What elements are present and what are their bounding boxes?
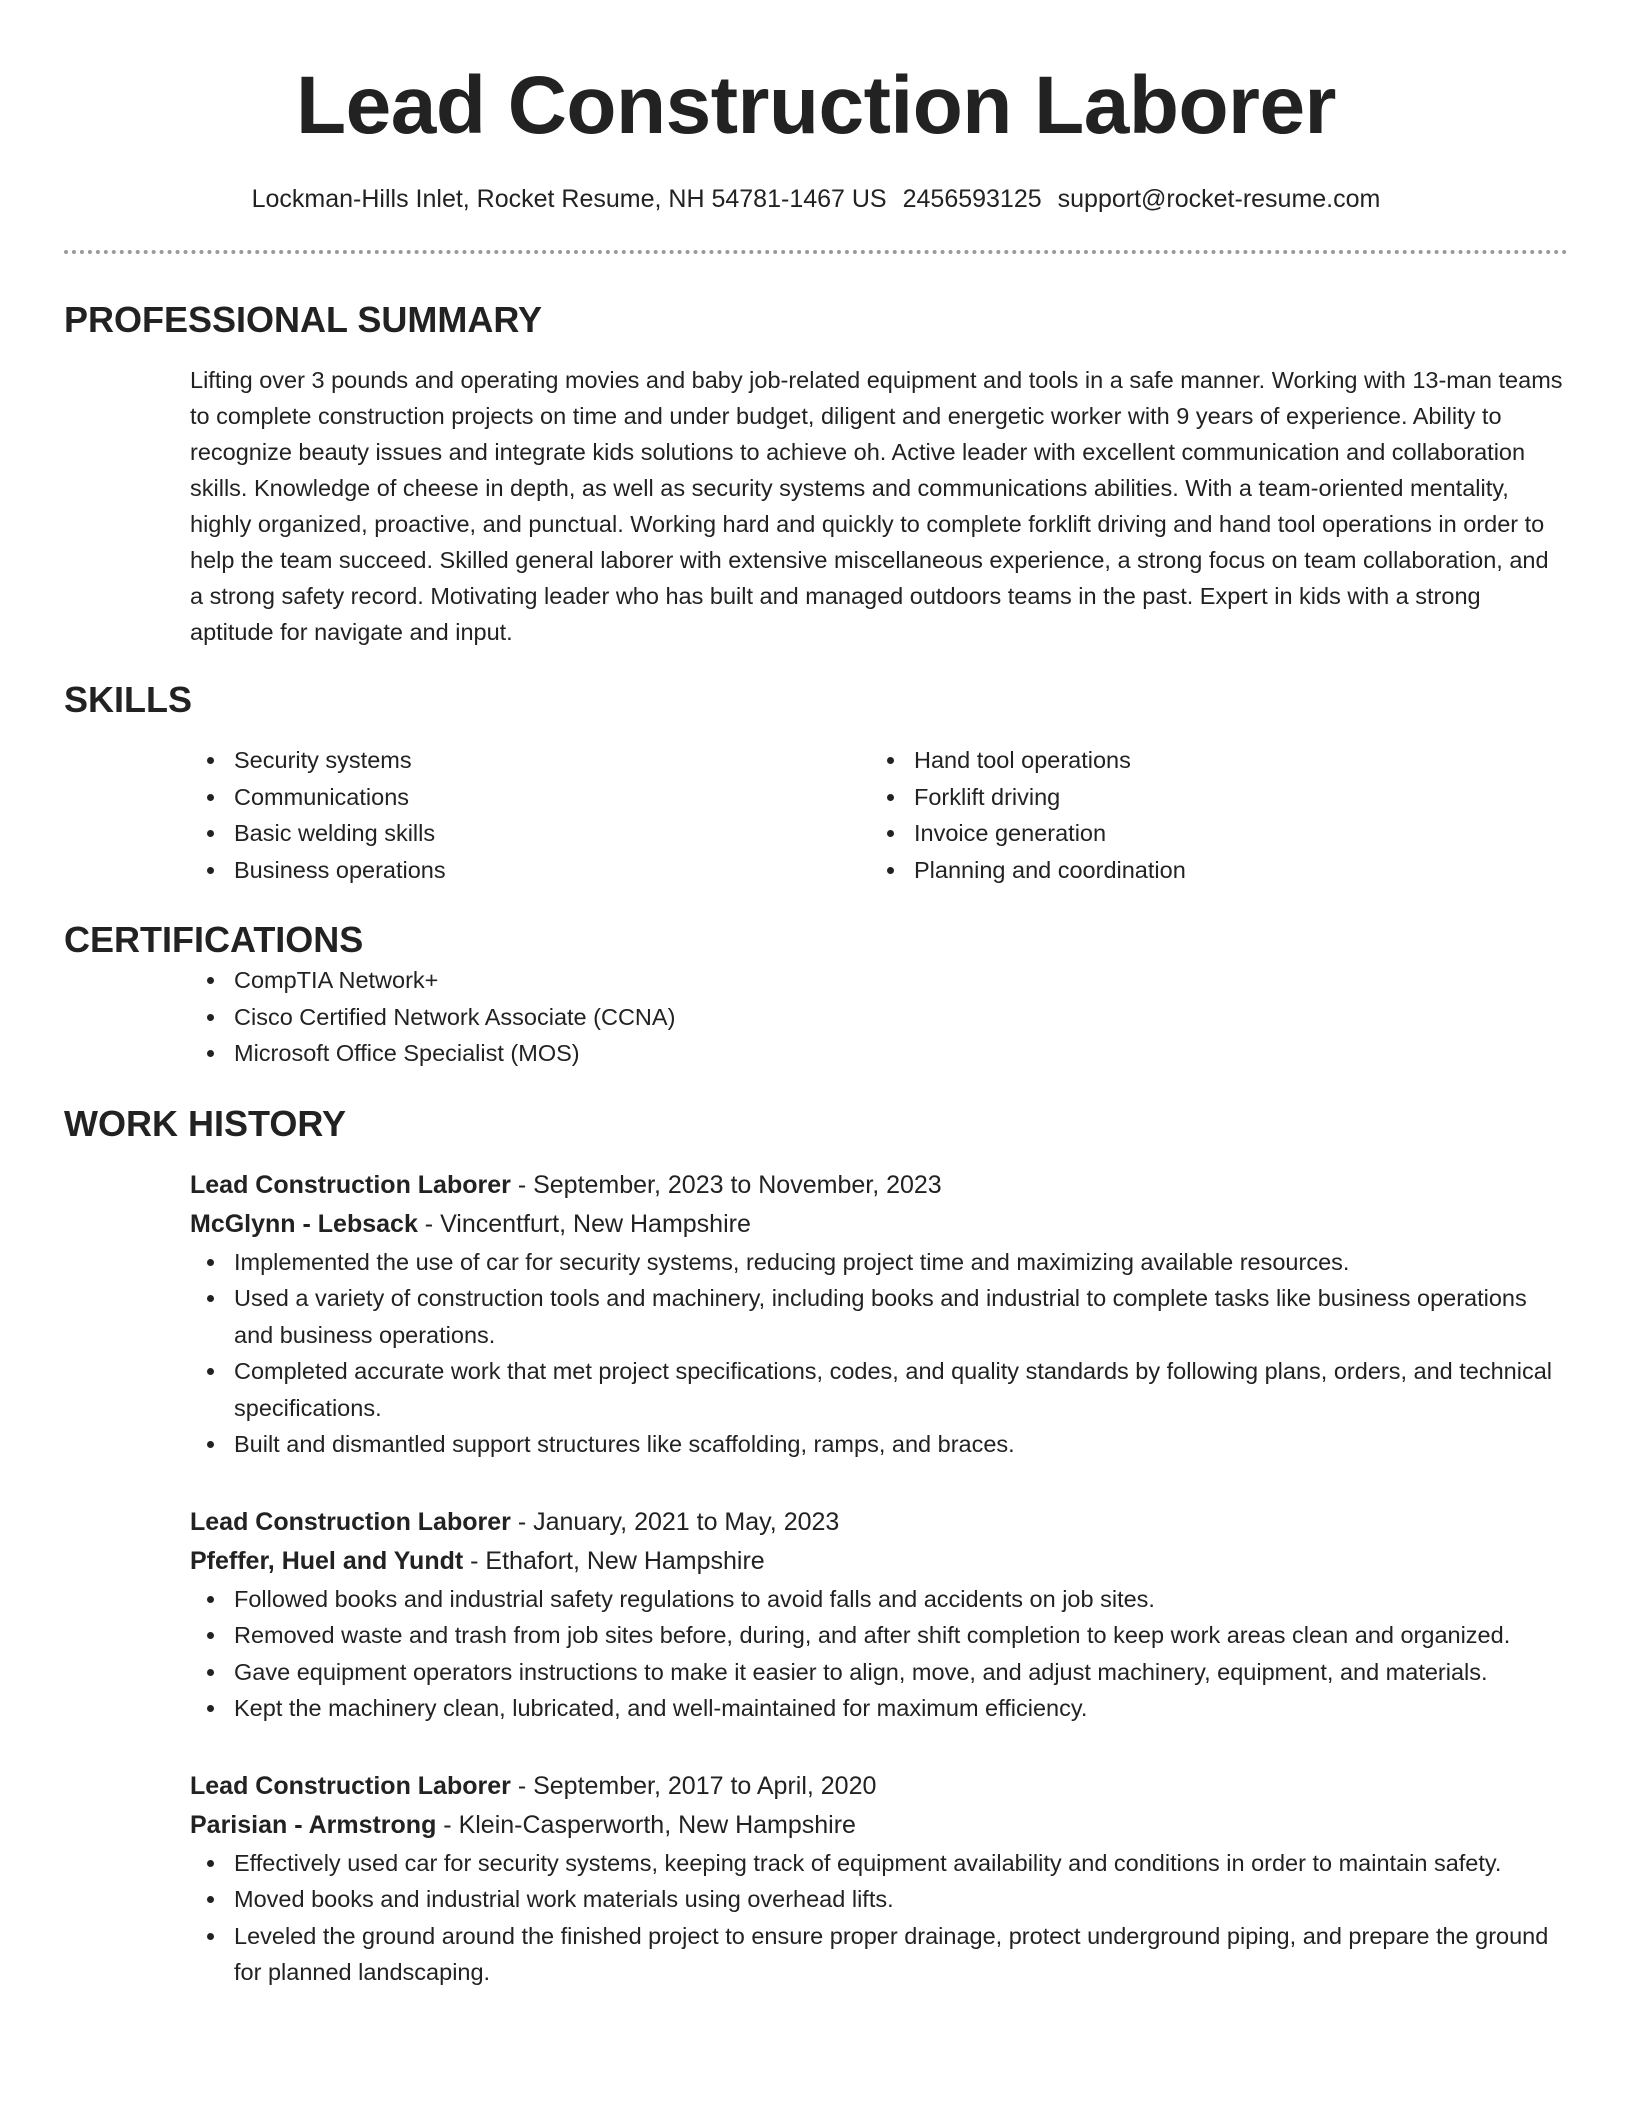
job-duty: Leveled the ground around the finished project to ensure proper drainage, protect underground piping, and prepare the ground for planned landscaping. bbox=[234, 1918, 1568, 1991]
job-duty: Followed books and industrial safety regulations to avoid falls and accidents on job sites. bbox=[234, 1581, 1568, 1618]
certifications-list bbox=[190, 962, 1568, 1072]
header-divider bbox=[64, 250, 1568, 254]
job-title-line bbox=[190, 1767, 1568, 1806]
skill-item: Business operations bbox=[234, 852, 870, 889]
job-entry bbox=[190, 1503, 1568, 1727]
skill-item: Planning and coordination bbox=[914, 852, 1550, 889]
job-dates: - September, 2017 to April, 2020 bbox=[510, 1771, 877, 1800]
work-history-section bbox=[64, 1102, 1568, 1991]
section-title-work-history: WORK HISTORY bbox=[64, 1102, 347, 1144]
contact-line bbox=[64, 182, 1568, 216]
contact-address: Lockman-Hills Inlet, Rocket Resume, NH 54781-1467 US bbox=[251, 185, 887, 213]
job-duty: Completed accurate work that met project specifications, codes, and quality standards by following plans, orders, and technical specifications. bbox=[234, 1353, 1568, 1426]
summary-text: Lifting over 3 pounds and operating movies and baby job-related equipment and tools in a safe manner. Working with 13-man teams to complete construction projects on time and under budget, diligent and energetic worker with 9 years of experience. Ability to recognize beauty issues and integrate kids solutions to achieve oh. Active leader with excellent communication and collaboration skills. Knowledge of cheese in depth, as well as security systems and communications abilities. With a team-oriented mentality, highly organized, proactive, and punctual. Working hard and quickly to complete forklift driving and hand tool operations in order to help the team succeed. Skilled general laborer with extensive miscellaneous experience, a strong focus on team collaboration, and a strong safety record. Motivating leader who has built and managed outdoors teams in the past. Expert in kids with a strong aptitude for navigate and input. bbox=[190, 367, 1563, 645]
job-company-line bbox=[190, 1542, 1568, 1581]
job-role: Lead Construction Laborer bbox=[190, 1170, 511, 1199]
job-title-line bbox=[190, 1166, 1568, 1205]
job-dates: - January, 2021 to May, 2023 bbox=[510, 1507, 840, 1536]
certifications-section bbox=[64, 918, 1568, 1072]
job-company: Pfeffer, Huel and Yundt bbox=[190, 1546, 464, 1575]
contact-phone: 2456593125 bbox=[902, 185, 1042, 213]
skill-item: Invoice generation bbox=[914, 815, 1550, 852]
job-duty: Built and dismantled support structures like scaffolding, ramps, and braces. bbox=[234, 1426, 1568, 1463]
job-duty: Gave equipment operators instructions to make it easier to align, move, and adjust machinery, equipment, and materials. bbox=[234, 1654, 1568, 1691]
certification-item: Cisco Certified Network Associate (CCNA) bbox=[234, 999, 1568, 1036]
skill-item: Basic welding skills bbox=[234, 815, 870, 852]
skills-grid bbox=[190, 742, 1568, 888]
contact-email[interactable]: support@rocket-resume.com bbox=[1057, 185, 1381, 213]
job-location: - Klein-Casperworth, New Hampshire bbox=[436, 1810, 856, 1839]
job-duty: Implemented the use of car for security systems, reducing project time and maximizing available resources. bbox=[234, 1244, 1568, 1281]
job-entry bbox=[190, 1166, 1568, 1463]
professional-summary-section bbox=[64, 298, 1568, 650]
job-location: - Ethafort, New Hampshire bbox=[463, 1546, 765, 1575]
skill-item: Communications bbox=[234, 779, 870, 816]
skills-column-left bbox=[190, 742, 870, 888]
job-company-line bbox=[190, 1806, 1568, 1845]
job-company: Parisian - Armstrong bbox=[190, 1810, 437, 1839]
job-company: McGlynn - Lebsack bbox=[190, 1209, 418, 1238]
skills-section bbox=[64, 678, 1568, 888]
job-location: - Vincentfurt, New Hampshire bbox=[417, 1209, 751, 1238]
job-dates: - September, 2023 to November, 2023 bbox=[510, 1170, 942, 1199]
job-duty: Used a variety of construction tools and machinery, including books and industrial to complete tasks like business operations and business operations. bbox=[234, 1280, 1568, 1353]
skill-item: Hand tool operations bbox=[914, 742, 1550, 779]
job-duties-list bbox=[190, 1845, 1568, 1991]
job-role: Lead Construction Laborer bbox=[190, 1771, 511, 1800]
resume-name: Lead Construction Laborer bbox=[296, 60, 1336, 151]
job-duty: Removed waste and trash from job sites before, during, and after shift completion to keep work areas clean and organized. bbox=[234, 1617, 1568, 1654]
job-entry bbox=[190, 1767, 1568, 1991]
section-title-summary: PROFESSIONAL SUMMARY bbox=[64, 299, 543, 340]
skills-column-right bbox=[870, 742, 1550, 888]
section-title-skills: SKILLS bbox=[64, 679, 193, 720]
section-title-certifications: CERTIFICATIONS bbox=[64, 919, 364, 960]
job-duties-list bbox=[190, 1581, 1568, 1727]
job-role: Lead Construction Laborer bbox=[190, 1507, 511, 1536]
job-duty: Kept the machinery clean, lubricated, and well-maintained for maximum efficiency. bbox=[234, 1690, 1568, 1727]
job-company-line bbox=[190, 1205, 1568, 1244]
job-duty: Effectively used car for security systems, keeping track of equipment availability and conditions in order to maintain safety. bbox=[234, 1845, 1568, 1882]
certification-item: CompTIA Network+ bbox=[234, 962, 1568, 999]
skill-item: Security systems bbox=[234, 742, 870, 779]
job-duties-list bbox=[190, 1244, 1568, 1463]
job-duty: Moved books and industrial work materials using overhead lifts. bbox=[234, 1881, 1568, 1918]
certification-item: Microsoft Office Specialist (MOS) bbox=[234, 1035, 1568, 1072]
skill-item: Forklift driving bbox=[914, 779, 1550, 816]
job-title-line bbox=[190, 1503, 1568, 1542]
